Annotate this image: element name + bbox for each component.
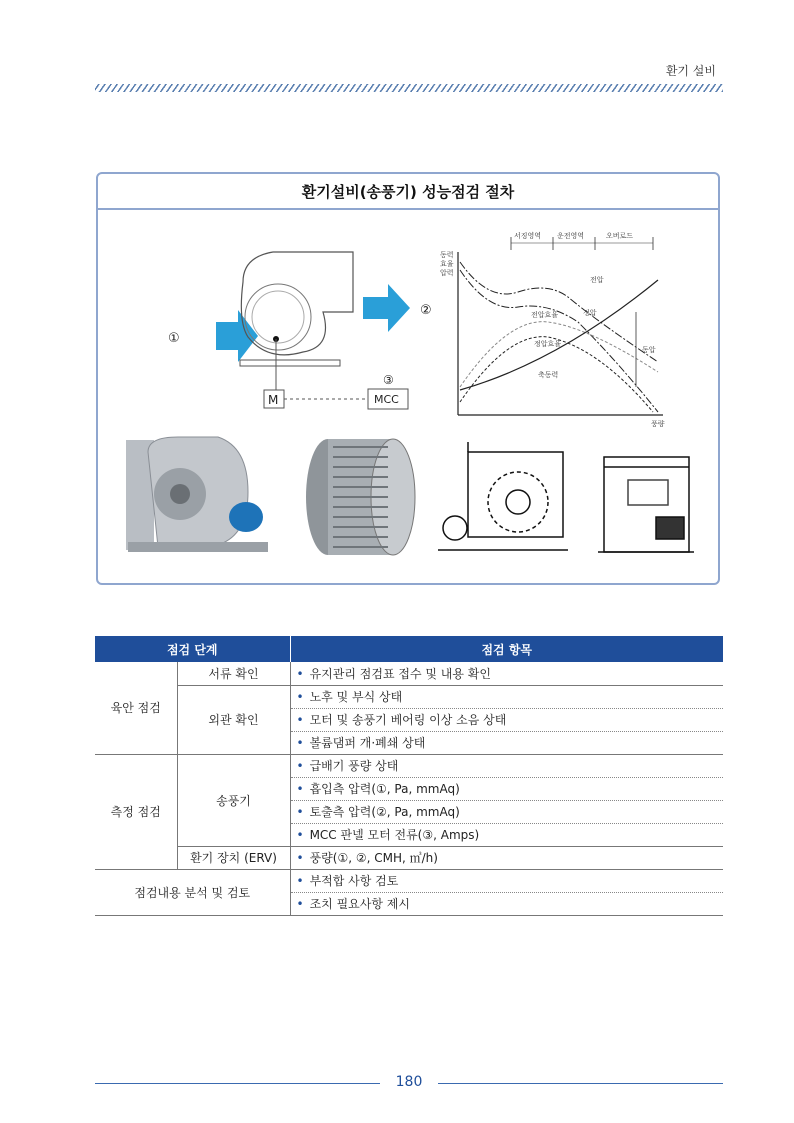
label-1: ① xyxy=(168,331,180,346)
item-cell xyxy=(290,731,723,754)
item-text: 토출측 압력(②, Pa, mmAq) xyxy=(309,805,460,819)
region-overload: 오버로드 xyxy=(606,232,634,240)
bullet-icon: • xyxy=(296,805,304,819)
fan-drawing-front xyxy=(598,457,694,552)
centrifugal-fan-photo xyxy=(126,437,268,552)
table-row xyxy=(95,662,723,685)
sub-stage-cell: 송풍기 xyxy=(177,754,290,846)
motor-label: M xyxy=(268,393,279,407)
curve-label-total-pressure: 전압 xyxy=(590,276,604,284)
sub-stage-cell: 환기 장치 (ERV) xyxy=(177,846,290,869)
bullet-icon: • xyxy=(296,713,304,727)
fan-drawing-side xyxy=(438,442,568,550)
table-row xyxy=(95,685,723,708)
item-cell xyxy=(290,823,723,846)
category-cell: 점검내용 분석 및 검토 xyxy=(95,869,290,915)
figure-title: 환기설비(송풍기) 성능점검 절차 xyxy=(301,182,515,201)
page-number: 180 xyxy=(395,1074,423,1090)
fan-base xyxy=(240,360,340,366)
item-text: 흡입측 압력(①, Pa, mmAq) xyxy=(309,782,460,796)
shaft-power-curve xyxy=(460,280,658,390)
region-operating: 운전영역 xyxy=(557,232,585,240)
header-items: 점검 항목 xyxy=(290,636,723,662)
label-3: ③ xyxy=(383,373,394,387)
impeller-photo xyxy=(306,439,415,555)
bullet-icon: • xyxy=(296,897,304,911)
table-row xyxy=(95,869,723,892)
item-text: 급배기 풍량 상태 xyxy=(309,759,399,773)
total-efficiency-curve xyxy=(460,322,658,387)
bullet-icon: • xyxy=(296,736,304,750)
item-text: 조치 필요사항 제시 xyxy=(309,897,410,911)
bullet-icon: • xyxy=(296,874,304,888)
x-label: 풍량 xyxy=(651,420,665,428)
category-cell: 측정 점검 xyxy=(95,754,177,869)
category-cell: 육안 점검 xyxy=(95,662,177,754)
y-label-2: 압력 xyxy=(440,269,454,277)
bullet-icon: • xyxy=(296,828,304,842)
bullet-icon: • xyxy=(296,782,304,796)
item-cell xyxy=(290,800,723,823)
curve-label-shaft-power: 축동력 xyxy=(538,371,559,379)
mcc-label: MCC xyxy=(374,393,399,406)
figure-content xyxy=(98,212,718,583)
footer-line-right xyxy=(438,1083,723,1084)
item-text: 노후 및 부식 상태 xyxy=(309,690,403,704)
item-text: 풍량(①, ②, CMH, ㎥/h) xyxy=(309,851,438,865)
bullet-icon: • xyxy=(296,690,304,704)
curve-label-dynamic-pressure: 동압 xyxy=(642,346,656,354)
y-label-0: 동력 xyxy=(440,251,454,259)
label-2: ② xyxy=(420,303,432,318)
bullet-icon: • xyxy=(296,759,304,773)
fan-casing-outline xyxy=(241,252,353,355)
item-cell xyxy=(290,892,723,915)
table-row xyxy=(95,846,723,869)
y-label-1: 효율 xyxy=(440,260,454,268)
table-row xyxy=(95,754,723,777)
sub-stage-cell: 외관 확인 xyxy=(177,685,290,754)
sub-stage-cell: 서류 확인 xyxy=(177,662,290,685)
item-cell xyxy=(290,662,723,685)
inspection-table xyxy=(95,636,723,916)
figure-box xyxy=(96,172,720,585)
item-text: 유지관리 점검표 접수 및 내용 확인 xyxy=(309,666,491,681)
bullet-icon: • xyxy=(296,851,304,865)
fan-schematic xyxy=(168,252,432,409)
bullet-icon: • xyxy=(296,666,304,681)
item-cell xyxy=(290,777,723,800)
page-header-title: 환기 설비 xyxy=(665,64,716,78)
header-stage: 점검 단계 xyxy=(95,636,290,662)
figure-illustration xyxy=(98,212,718,583)
figure-title-bar xyxy=(98,174,718,210)
region-surge: 서징영역 xyxy=(514,232,542,240)
item-cell xyxy=(290,685,723,708)
item-text: MCC 판넬 모터 전류(③, Amps) xyxy=(309,828,480,842)
item-cell xyxy=(290,869,723,892)
curve-label-static-efficiency: 정압효율 xyxy=(534,340,562,348)
table-header-row xyxy=(95,636,723,662)
item-text: 볼륨댐퍼 개·폐쇄 상태 xyxy=(309,736,426,750)
footer-line-left xyxy=(95,1083,380,1084)
item-text: 부적합 사항 검토 xyxy=(309,874,399,888)
header-hatch-divider xyxy=(95,84,723,92)
item-cell xyxy=(290,708,723,731)
item-text: 모터 및 송풍기 베어링 이상 소음 상태 xyxy=(309,713,507,727)
item-cell xyxy=(290,846,723,869)
fan-curve-chart xyxy=(440,231,665,428)
item-cell xyxy=(290,754,723,777)
outlet-arrow-icon xyxy=(363,284,410,332)
curve-label-total-efficiency: 전압효율 xyxy=(531,311,559,319)
curve-label-static-pressure: 정압 xyxy=(583,309,597,317)
